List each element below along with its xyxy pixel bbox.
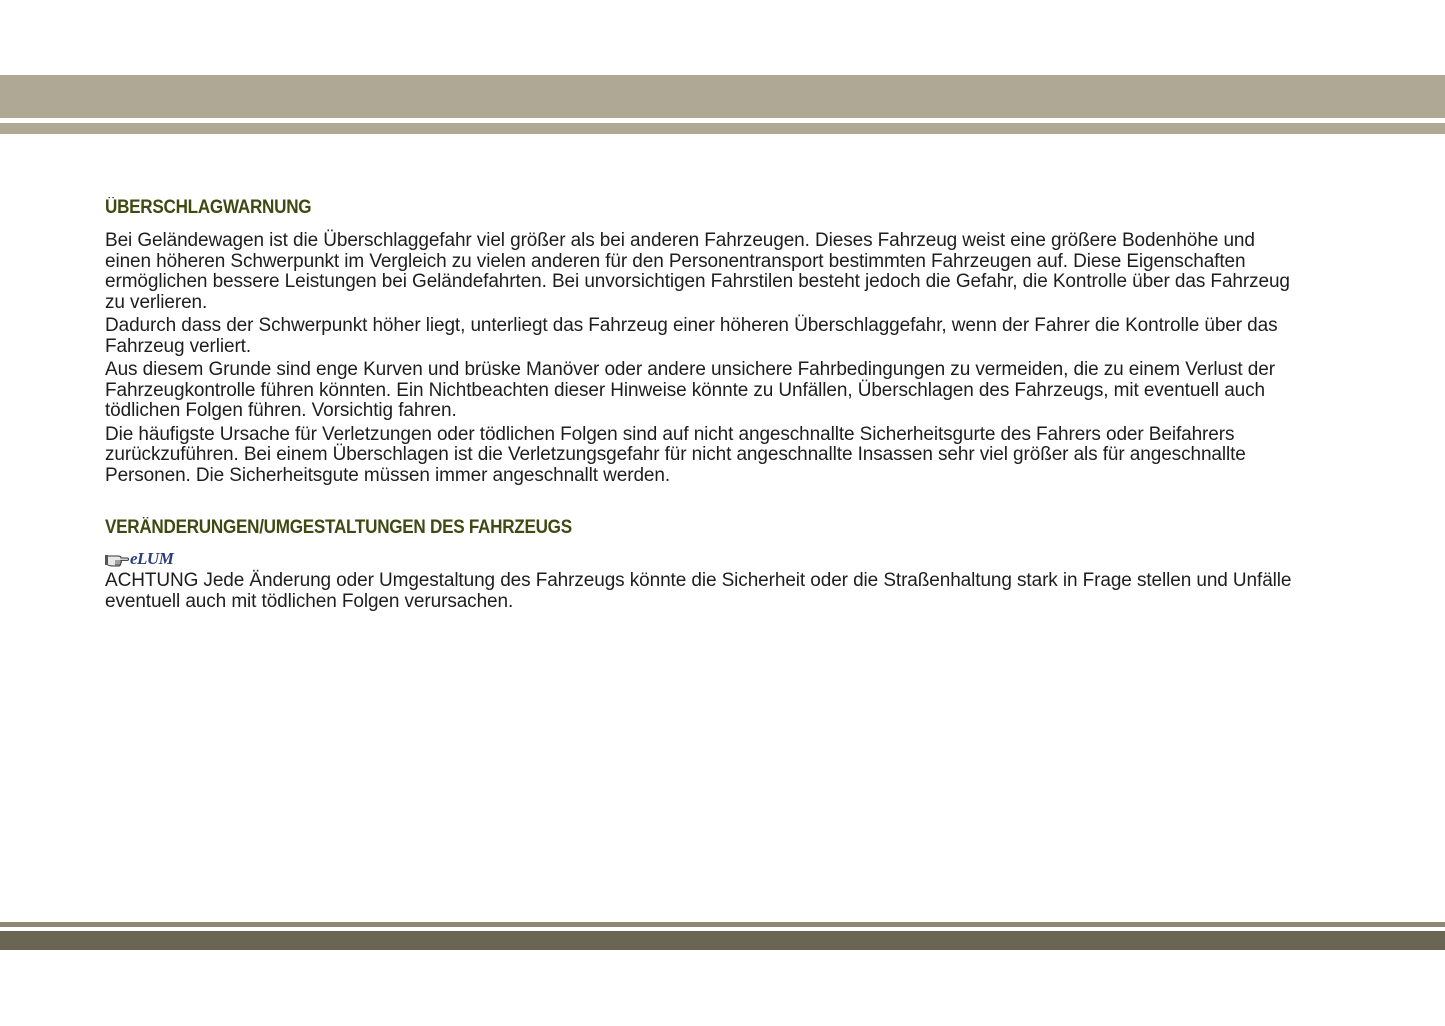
paragraph: Dadurch dass der Schwerpunkt höher liegt, unterliegt das Fahrzeug einer höheren Überschlaggefahr, wenn der Fahrer die Kontrolle über das Fahrzeug verliert.	[105, 315, 1278, 357]
paragraph: Die häufigste Ursache für Verletzungen oder tödlichen Folgen sind auf nicht angeschnallte Sicherheitsgurte des Fahrers oder Beifahrers zurückzuführen. Bei einem Überschlagen ist die Verletzungsgefahr für nicht angeschnallte Insassen sehr viel größer als für angeschnallte Personen. Die Sicherheitsgute müssen immer angeschnallt werden.	[105, 423, 1246, 486]
paragraph: Aus diesem Grunde sind enge Kurven und brüske Manöver oder andere unsichere Fahrbedingungen zu vermeiden, die zu einem Verlust der Fahrzeugkontrolle führen könnten. Ein Nichtbeachten dieser Hinweise könnte zu Unfällen, Überschlagen des Fahrzeugs, mit eventuell auch tödlichen Folgen führen. Vorsichtig fahren.	[105, 359, 1275, 421]
page-content	[105, 196, 1305, 615]
section-title-vehicle-modifications: VERÄNDERUNGEN/UMGESTALTUNGEN DES FAHRZEUGS	[105, 517, 572, 538]
footer-rule	[0, 922, 1445, 927]
footer-band	[0, 931, 1445, 950]
header-band	[0, 75, 1445, 118]
warning-icon-row	[105, 548, 1305, 570]
paragraph: ACHTUNG Jede Änderung oder Umgestaltung des Fahrzeugs könnte die Sicherheit oder die Straßenhaltung stark in Frage stellen und Unfälle eventuell auch mit tödlichen Folgen verursachen.	[105, 570, 1292, 612]
section-title-rollover-warning: ÜBERSCHLAGWARNUNG	[105, 197, 312, 218]
header-rule	[0, 123, 1445, 134]
manual-logo: eLUM	[130, 549, 174, 568]
paragraph: Bei Geländewagen ist die Überschlaggefahr viel größer als bei anderen Fahrzeugen. Dieses Fahrzeug weist eine größere Bodenhöhe und einen höheren Schwerpunkt im Vergleich zu vielen anderen für den Personentransport bestimmten Fahrzeugen auf. Diese Eigenschaften ermöglichen bessere Leistungen bei Geländefahrten. Bei unvorsichtigen Fahrstilen besteht jedoch die Gefahr, die Kontrolle über das Fahrzeug zu verlieren.	[105, 230, 1290, 313]
pointing-hand-icon	[105, 550, 129, 568]
